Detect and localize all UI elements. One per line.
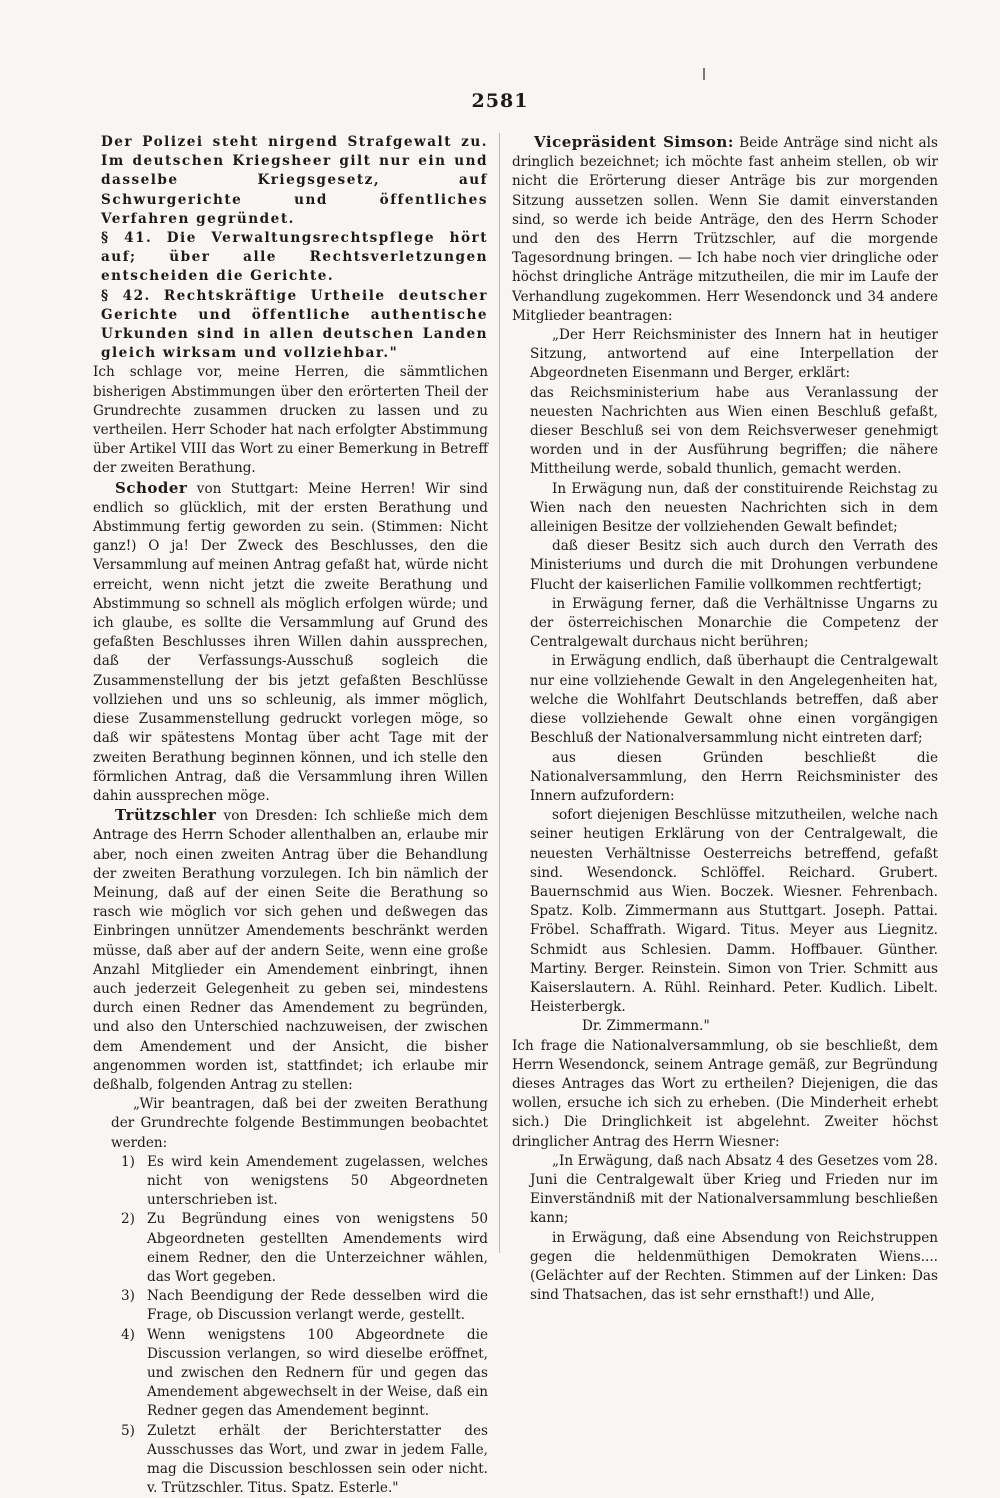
page-number: 2581 — [471, 90, 529, 112]
speech-truetzschler — [93, 806, 488, 1095]
speaker-simson: Vicepräsident Simson: — [534, 133, 734, 151]
motion2-paragraph: „In Erwägung, daß nach Absatz 4 des Gesetzes vom 28. Juni die Centralgewalt über Krieg und Frieden nur im Einverständniß mit der Nationalversammlung beschließen kann; — [530, 1152, 938, 1227]
motion-item — [93, 1210, 488, 1287]
motion-item — [93, 1326, 488, 1422]
motion-item-number: 4) — [121, 1326, 135, 1343]
speech-schoder-text: von Stuttgart: Meine Herren! Wir sind endlich so glücklich, mit der ersten Berathung und Abstimmung fertig geworden zu sein. (Stimmen: Nicht ganz!) O ja! Der Zweck des Beschlusses, den die Versammlung auf meinen Antrag gefaßt hat, würde nicht erreicht, wenn nicht jetzt die zweite Berathung und Abstimmung so schnell als möglich erfolgen würde; und ich glaube, es sollte die Versammlung auf Grund des gefaßten Beschlusses ihren Willen dahin aussprechen, daß der Verfassungs-Ausschuß sogleich die Zusammenstellung der bis jetzt gefaßten Beschlüsse vollziehen und uns so schleunig, als immer möglich, diese Zusammenstellung gedruckt vorlegen möge, so daß wir spätestens Montag über acht Tage mit der zweiten Berathung beginnen können, und ich stelle den förmlichen Antrag, daß die Versammlung ihren Willen dahin aussprechen möge. — [93, 480, 489, 804]
motion-quote-intro: „Der Herr Reichsminister des Innern hat in heutiger Sitzung, antwortend auf eine Interpellation der Abgeordneten Eisenmann und Berger, erklärt: — [530, 327, 938, 382]
section-41: § 41. Die Verwaltungsrechtspflege hört auf; über alle Rechtsverletzungen entscheiden die Gerichte. — [101, 230, 488, 285]
motion-quote-paragraph: aus diesen Gründen beschließt die Nationalversammlung, den Herrn Reichsminister des Innern aufzufordern: — [530, 749, 938, 804]
motion-item — [93, 1287, 488, 1325]
left-column — [93, 133, 488, 1498]
speech-simson — [512, 133, 938, 326]
motion2-paragraph: in Erwägung, daß eine Absendung von Reichstruppen gegen die heldenmüthigen Demokraten Wiens.... (Gelächter auf der Rechten. Stimmen auf der Linken: Das sind Thatsachen, das ist sehr ernsthaft!) und Alle, — [530, 1229, 938, 1304]
motion-quote-paragraph: In Erwägung nun, daß der constituirende Reichstag zu Wien nach den neuesten Nachrichten sich in dem alleinigen Besitze der vollziehenden Gewalt befindet; — [530, 480, 938, 536]
speaker-truetzschler: Trützschler — [115, 806, 217, 825]
motion-item-number: 5) — [121, 1422, 135, 1439]
motion-item-number: 1) — [121, 1153, 135, 1170]
speech-truetzschler-text: von Dresden: Ich schließe mich dem Antrage des Herrn Schoder allenthalben an, erlaube mir aber, noch einen zweiten Antrag über die Behandlung der zweiten Berathung vorzulegen. Ich bin nämlich der Meinung, daß auf der einen Seite die Berathung so rasch wie möglich vor sich gehen und deßwegen das Einbringen unnützer Amendements beschränkt werden müsse, daß aber auf der andern Seite, wenn eine große Anzahl Mitglieder ein Amendement einbringt, ihnen auch jederzeit Gelegenheit zu geben sei, mindestens durch einen Redner das Amendement zu begründen, und also den Unterschied nachzuweisen, der zwischen dem Amendement und der Ansicht, die bisher angenommen worden ist, stattfindet; ich erlaube mir deßhalb, folgenden Antrag zu stellen: — [93, 808, 488, 1093]
law-text: Der Polizei steht nirgend Strafgewalt zu. Im deutschen Kriegsheer gilt nur ein und dasselbe Kriegsgesetz, auf Schwurgerichte und öffentliches Verfahren gegründet. — [101, 134, 488, 227]
motion-item-text: Zu Begründung eines von wenigstens 50 Abgeordneten gestellten Amendements wird einem Redner, den die Unterzeichner wählen, das Wort gegeben. — [147, 1211, 488, 1285]
motion-item-text: Es wird kein Amendement zugelassen, welches nicht von wenigstens 50 Abgeordneten unterschrieben ist. — [147, 1153, 488, 1209]
right-column — [512, 133, 938, 1305]
motion-item — [93, 1422, 488, 1498]
speech-schoder — [93, 479, 488, 806]
motion-signoff: Dr. Zimmermann." — [582, 1018, 710, 1035]
motion-quote-paragraph: das Reichsministerium habe aus Veranlassung der neuesten Nachrichten aus Wien einen Beschluß gefaßt, dieser Beschluß sei von dem Reichsverweser genehmigt worden und in der Ausführung begriffen; die nähere Mittheilung werde, sobald thunlich, gemacht werden. — [530, 384, 938, 478]
motion-item-text: Nach Beendigung der Rede desselben wird die Frage, ob Discussion verlangt werde, gestellt. — [147, 1288, 488, 1324]
motion-quote-paragraph: in Erwägung endlich, daß überhaupt die Centralgewalt nur eine vollziehende Gewalt in den Angelegenheiten hat, welche die Wohlfahrt Deutschlands betreffen, daß aber diese vollziehende Gewalt ohne einen vorgängigen Beschluß der Nationalversammlung nicht eintreten darf; — [530, 653, 938, 747]
motion-intro: „Wir beantragen, daß bei der zweiten Berathung der Grundrechte folgende Bestimmungen beobachtet werden: — [111, 1096, 488, 1151]
president-question: Ich frage die Nationalversammlung, ob sie beschließt, dem Herrn Wesendonck, seinem Antrage gemäß, zur Begründung dieses Antrages das Wort zu ertheilen? Diejenigen, die das wollen, ersuche ich sich zu erheben. (Die Minderheit erhebt sich.) Die Dringlichkeit ist abgelehnt. Zweiter höchst dringlicher Antrag des Herrn Wiesner: — [512, 1037, 938, 1150]
motion-item-number: 3) — [121, 1288, 135, 1305]
motion-signatories: sofort diejenigen Beschlüsse mitzutheilen, welche nach seiner heutigen Erklärung von der Centralgewalt, die neuesten Verhältnisse Oesterreichs betreffend, gefaßt sind. Wesendonck. Schlöffel. Reichard. Grubert. Bauernschmid aus Wien. Boczek. Wiesner. Fehrenbach. Spatz. Kolb. Zimmermann aus Stuttgart. Joseph. Pattai. Fröbel. Schaffrath. Wigard. Titus. Meyer aus Liegnitz. Schmidt aus Schlesien. Damm. Hoffbauer. Günther. Martiny. Berger. Reinstein. Simon von Trier. Schmitt aus Kaiserslautern. A. Rühl. Reinhard. Peter. Kudlich. Libelt. Heisterbergk. — [530, 807, 938, 1016]
president-remark: Ich schlage vor, meine Herren, die sämmtlichen bisherigen Abstimmungen über den erörterten Theil der Grundrechte zusammen drucken zu lassen und zu vertheilen. Herr Schoder hat nach erfolgter Abstimmung über Artikel VIII das Wort zu einer Bemerkung in Betreff der zweiten Berathung. — [93, 364, 488, 477]
motion-item-text: Wenn wenigstens 100 Abgeordnete die Discussion verlangen, so wird dieselbe eröffnet, und zwischen den Rednern für und gegen das Amendement abgewechselt in der Weise, daß ein Redner gegen das Amendement beginnt. — [147, 1326, 488, 1420]
speech-simson-text: Beide Anträge sind nicht als dringlich bezeichnet; ich möchte fast anheim stellen, ob wir nicht die Erörterung dieser Anträge bis zur morgenden Sitzung aussetzen sollen. Wenn Sie damit einverstanden sind, so werde ich beide Anträge, den des Herrn Schoder und den des Herrn Trützschler, auf die morgende Tagesordnung bringen. — Ich habe noch vier dringliche oder höchst dringliche Anträge mitzutheilen, die mir im Laufe der Verhandlung zugekommen. Herr Wesendonck und 34 andere Mitglieder beantragen: — [512, 135, 938, 324]
margin-mark — [703, 68, 705, 80]
section-42: § 42. Rechtskräftige Urtheile deutscher Gerichte und öffentliche authentische Urkunden sind in allen deutschen Landen gleich wirksam und vollziehbar." — [101, 287, 488, 362]
motion-quote-paragraph: daß dieser Besitz sich auch durch den Verrath des Ministeriums und durch die mit Drohungen verbundene Flucht der kaiserlichen Familie vollkommen rechtfertigt; — [530, 538, 938, 593]
column-divider — [499, 133, 500, 1253]
motion-item-number: 2) — [121, 1211, 135, 1228]
motion-item-text: Zuletzt erhält der Berichterstatter des Ausschusses das Wort, und zwar in jedem Falle, mag die Discussion beschlossen sein oder nicht. v. Trützschler. Titus. Spatz. Esterle." — [147, 1422, 488, 1497]
motion-item — [93, 1153, 488, 1211]
motion-quote-paragraph: in Erwägung ferner, daß die Verhältnisse Ungarns zu der österreichischen Monarchie die Competenz der Centralgewalt durchaus nicht berühren; — [530, 595, 938, 651]
speaker-schoder: Schoder — [115, 478, 188, 497]
